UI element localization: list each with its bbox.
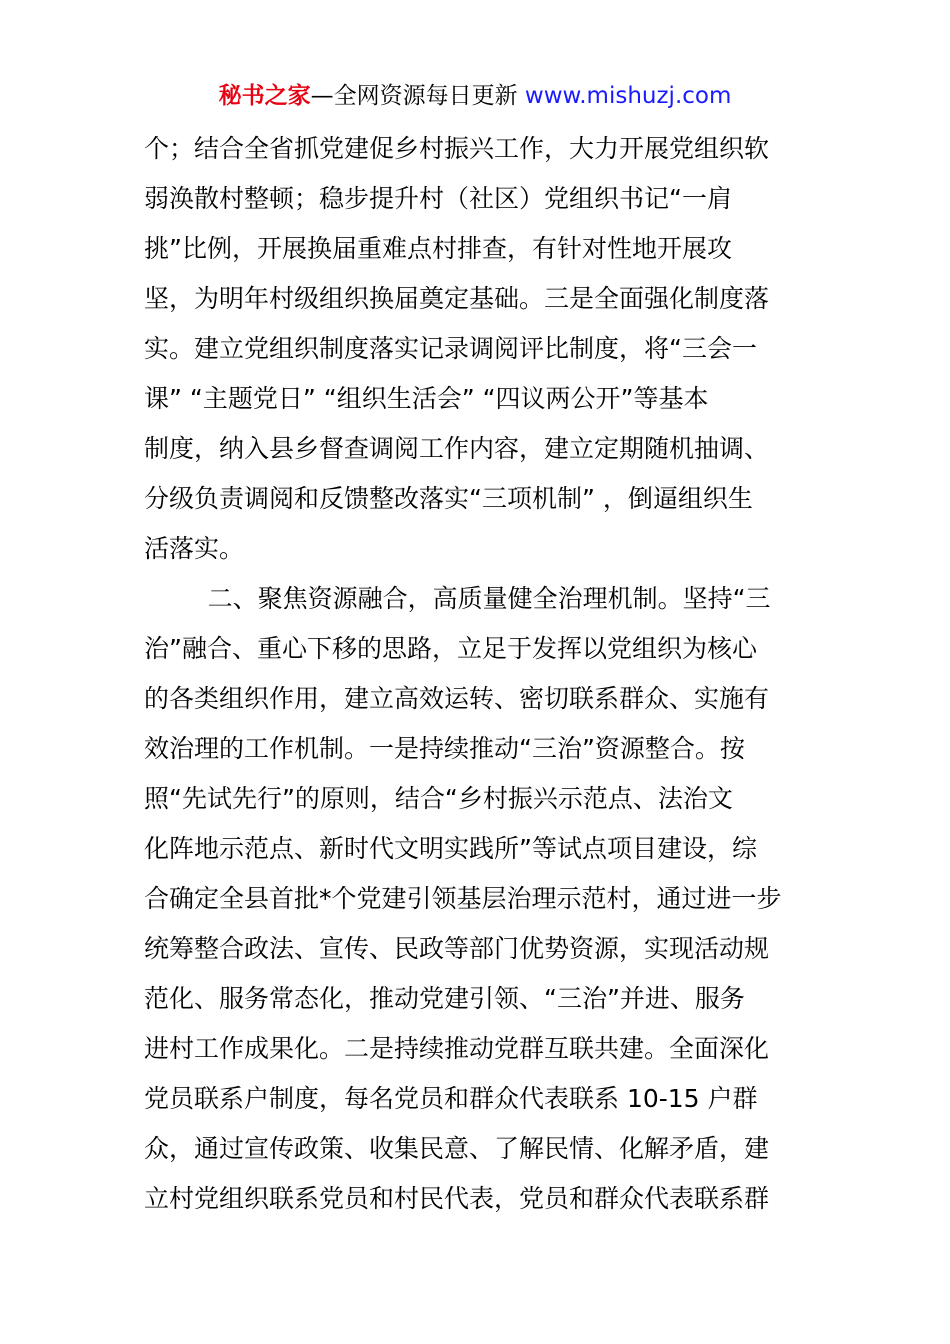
text-line: 挑”比例，开展换届重难点村排查，有针对性地开展攻 bbox=[144, 234, 732, 263]
text-line: 二、聚焦资源融合，高质量健全治理机制。坚持“三 bbox=[144, 584, 771, 613]
site-url-link[interactable]: www.mishuzj.com bbox=[524, 83, 732, 109]
text-line: 弱涣散村整顿；稳步提升村（社区）党组织书记“一肩 bbox=[144, 184, 732, 213]
text-line: 进村工作成果化。二是持续推动党群互联共建。全面深化 bbox=[144, 1034, 770, 1063]
text-line: 分级负责调阅和反馈整改落实“三项机制” ，倒逼组织生 bbox=[144, 484, 753, 513]
text-line: 众，通过宣传政策、收集民意、了解民情、化解矛盾，建 bbox=[144, 1134, 770, 1163]
text-line: 范化、服务常态化，推动党建引领、“三治”并进、服务 bbox=[144, 984, 745, 1013]
text-line: 活落实。 bbox=[144, 534, 245, 563]
text-line: 党员联系户制度，每名党员和群众代表联系 10-15 户群 bbox=[144, 1084, 758, 1113]
text-line: 合确定全县首批*个党建引领基层治理示范村，通过进一步 bbox=[144, 884, 782, 913]
text-line: 制度，纳入县乡督查调阅工作内容，建立定期随机抽调、 bbox=[144, 434, 770, 463]
text-line: 效治理的工作机制。一是持续推动“三治”资源整合。按 bbox=[144, 734, 745, 763]
text-line: 统筹整合政法、宣传、民政等部门优势资源，实现活动规 bbox=[144, 934, 770, 963]
text-line: 实。建立党组织制度落实记录调阅评比制度，将“三会一 bbox=[144, 334, 757, 363]
text-line: 立村党组织联系党员和村民代表，党员和群众代表联系群 bbox=[144, 1184, 770, 1213]
text-line: 的各类组织作用，建立高效运转、密切联系群众、实施有 bbox=[144, 684, 770, 713]
text-line: 照“先试先行”的原则，结合“乡村振兴示范点、法治文 bbox=[144, 784, 733, 813]
text-line: 个；结合全省抓党建促乡村振兴工作，大力开展党组织软 bbox=[144, 134, 770, 163]
brand-name: 秘书之家 bbox=[218, 83, 311, 109]
text-line: 化阵地示范点、新时代文明实践所”等试点项目建设，综 bbox=[144, 834, 757, 863]
text-line: 坚，为明年村级组织换届奠定基础。三是全面强化制度落 bbox=[144, 284, 770, 313]
page-header bbox=[0, 80, 950, 112]
header-tagline: —全网资源每日更新 bbox=[310, 83, 525, 109]
document-body bbox=[144, 124, 814, 1224]
text-line: 课” “主题党日” “组织生活会” “四议两公开”等基本 bbox=[144, 384, 709, 413]
text-line: 治”融合、重心下移的思路，立足于发挥以党组织为核心 bbox=[144, 634, 757, 663]
